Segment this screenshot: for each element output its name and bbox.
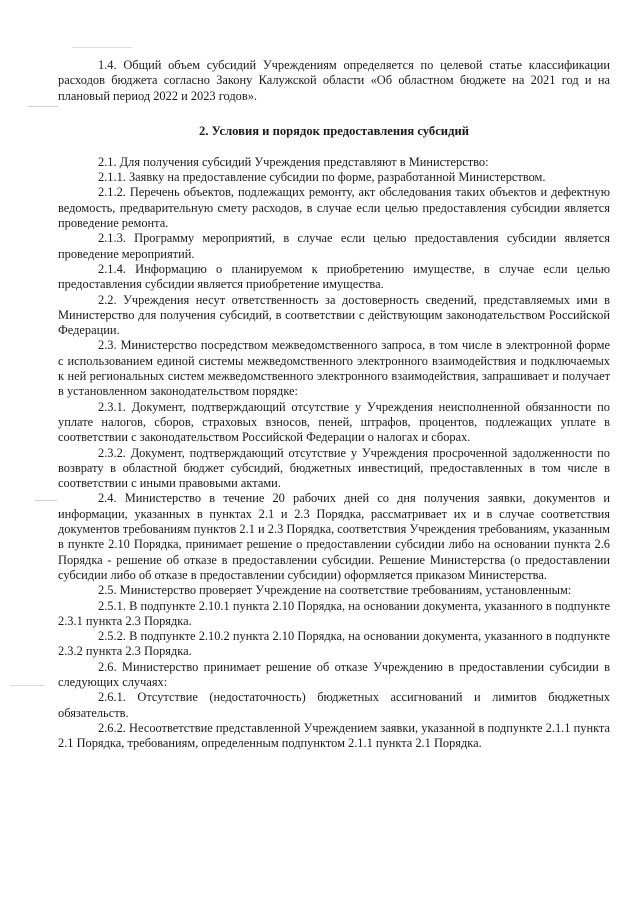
scan-artifact	[10, 685, 45, 686]
paragraph-2-1-4: 2.1.4. Информацию о планируемом к приобретению имуществе, в случае если целью предоставления субсидии является приобретение имущества.	[58, 261, 610, 292]
section-title: 2. Условия и порядок предоставления субсидий	[199, 123, 469, 138]
paragraphs-before-section	[58, 58, 610, 104]
paragraph-2-6-2: 2.6.2. Несоответствие представленной Учреждением заявки, указанной в подпункте 2.1.1 пункта 2.1 Порядка, требованиям, определенным подпунктом 2.1.1 пункта 2.1 Порядка.	[58, 720, 610, 751]
paragraph-2-3-1: 2.3.1. Документ, подтверждающий отсутствие у Учреждения неисполненной обязанности по уплате налогов, сборов, страховых взносов, пеней, штрафов, процентов, подлежащих уплате в соответствии с законодательством Российской Федерации о налогах и сборах.	[58, 399, 610, 445]
paragraph-2-6: 2.6. Министерство принимает решение об отказе Учреждению в предоставлении субсидии в следующих случаях:	[58, 659, 610, 689]
paragraph-2-3-2: 2.3.2. Документ, подтверждающий отсутствие у Учреждения просроченной задолженности по возврату в областной бюджет субсидий, бюджетных инвестиций, предоставленных в том числе в соответствии с иными правовыми актами.	[58, 445, 610, 491]
paragraph-2-4: 2.4. Министерство в течение 20 рабочих дней со дня получения заявки, документов и информации, указанных в пунктах 2.1 и 2.3 Порядка, рассматривает их и в случае соответствия документов требованиям пунктов 2.1 и 2.3 Порядка, соответствия Учреждения требованиям, указанным в пункте 2.10 Порядка, принимает решение о предоставлении субсидии либо на основании пункта 2.6 Порядка - решение об отказе в предоставлении субсидии. Решение Министерства (о предоставлении субсидии либо об отказе в предоставлении субсидии) оформляется приказом Министерства.	[58, 491, 610, 582]
paragraph-2-1-2: 2.1.2. Перечень объектов, подлежащих ремонту, акт обследования таких объектов и дефектную ведомость, предварительную смету расходов, в случае если целью предоставления субсидии является проведение ремонта.	[58, 185, 610, 231]
document-body	[58, 58, 610, 751]
paragraph-2-1-3: 2.1.3. Программу мероприятий, в случае если целью предоставления субсидии является проведение мероприятий.	[58, 231, 610, 261]
scan-artifact	[72, 47, 132, 48]
paragraph-2-5-2: 2.5.2. В подпункте 2.10.2 пункта 2.10 Порядка, на основании документа, указанного в подпункте 2.3.2 пункта 2.3 Порядка.	[58, 629, 610, 659]
paragraph-2-2: 2.2. Учреждения несут ответственность за достоверность сведений, представляемых ими в Министерство для получения субсидий, в соответствии с действующим законодательством Российской Федерации.	[58, 292, 610, 338]
paragraph-1-4: 1.4. Общий объем субсидий Учреждениям определяется по целевой статье классификации расходов бюджета согласно Закону Калужской области «Об областном бюджете на 2021 год и на плановый период 2022 и 2023 годов».	[58, 58, 610, 103]
paragraph-2-3: 2.3. Министерство посредством межведомственного запроса, в том числе в электронной форме с использованием единой системы межведомственного электронного взаимодействия и подключаемых к ней региональных систем межведомственного электронного взаимодействия, запрашивает и получает в установленном законодательством порядке:	[58, 338, 610, 399]
paragraph-2-1-1: 2.1.1. Заявку на предоставление субсидии по форме, разработанной Министерством.	[98, 170, 546, 185]
paragraph-2-5: 2.5. Министерство проверяет Учреждение на соответствие требованиям, установленным:	[98, 583, 572, 598]
section-2-paragraphs	[58, 155, 610, 752]
scan-artifact	[35, 500, 57, 501]
paragraph-2-6-1: 2.6.1. Отсутствие (недостаточность) бюджетных ассигнований и лимитов бюджетных обязательств.	[58, 690, 610, 720]
paragraph-2-1: 2.1. Для получения субсидий Учреждения представляют в Министерство:	[98, 154, 489, 169]
paragraph-2-5-1: 2.5.1. В подпункте 2.10.1 пункта 2.10 Порядка, на основании документа, указанного в подпункте 2.3.1 пункта 2.3 Порядка.	[58, 598, 610, 628]
scan-artifact	[28, 106, 58, 107]
